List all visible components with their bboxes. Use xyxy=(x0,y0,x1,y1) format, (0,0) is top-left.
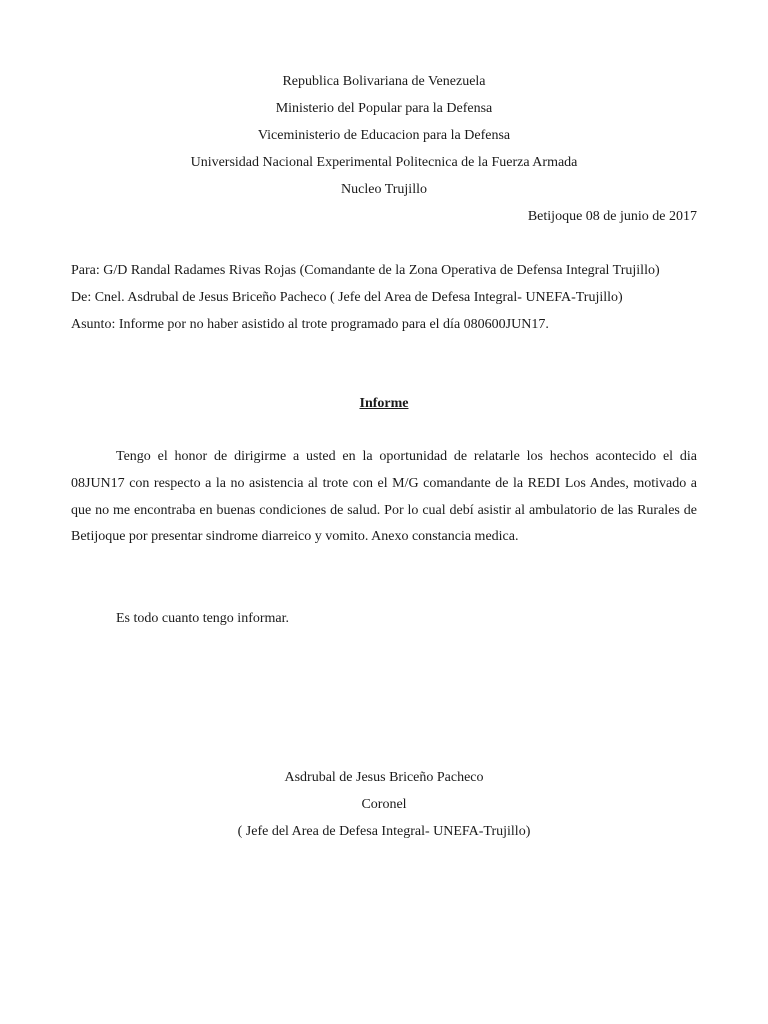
header-university: Universidad Nacional Experimental Politecnica de la Fuerza Armada xyxy=(190,155,578,170)
signature-block xyxy=(71,764,697,845)
letter-meta xyxy=(71,257,697,338)
signature-name: Asdrubal de Jesus Briceño Pacheco xyxy=(284,770,484,785)
closing-line: Es todo cuanto tengo informar. xyxy=(116,611,290,626)
letter-date: Betijoque 08 de junio de 2017 xyxy=(527,209,697,224)
header-republic: Republica Bolivariana de Venezuela xyxy=(282,74,486,89)
letterhead xyxy=(71,68,697,230)
sender-line: De: Cnel. Asdrubal de Jesus Briceño Pacheco ( Jefe del Area de Defesa Integral- UNEFA-Trujillo) xyxy=(71,290,623,305)
document-title: Informe xyxy=(359,396,409,411)
recipient-line: Para: G/D Randal Radames Rivas Rojas (Comandante de la Zona Operativa de Defensa Integral Trujillo) xyxy=(71,263,660,278)
signature-position: ( Jefe del Area de Defesa Integral- UNEFA-Trujillo) xyxy=(237,824,531,839)
signature-rank: Coronel xyxy=(361,797,407,812)
body-paragraph: Tengo el honor de dirigirme a usted en la oportunidad de relatarle los hechos acontecido el dia 08JUN17 con respecto a la no asistencia al trote con el M/G comandante de la REDI Los Andes, motivado a que no me encontraba en buenas condiciones de salud. Por lo cual debí asistir al ambulatorio de las Rurales de Betijoque por presentar sindrome diarreico y vomito. Anexo constancia medica. xyxy=(71,449,697,545)
document-page xyxy=(71,0,697,1024)
subject-line: Asunto: Informe por no haber asistido al trote programado para el día 080600JUN17. xyxy=(71,317,549,332)
header-viceministry: Viceministerio de Educacion para la Defensa xyxy=(257,128,511,143)
header-ministry: Ministerio del Popular para la Defensa xyxy=(275,101,493,116)
header-nucleus: Nucleo Trujillo xyxy=(341,182,427,197)
